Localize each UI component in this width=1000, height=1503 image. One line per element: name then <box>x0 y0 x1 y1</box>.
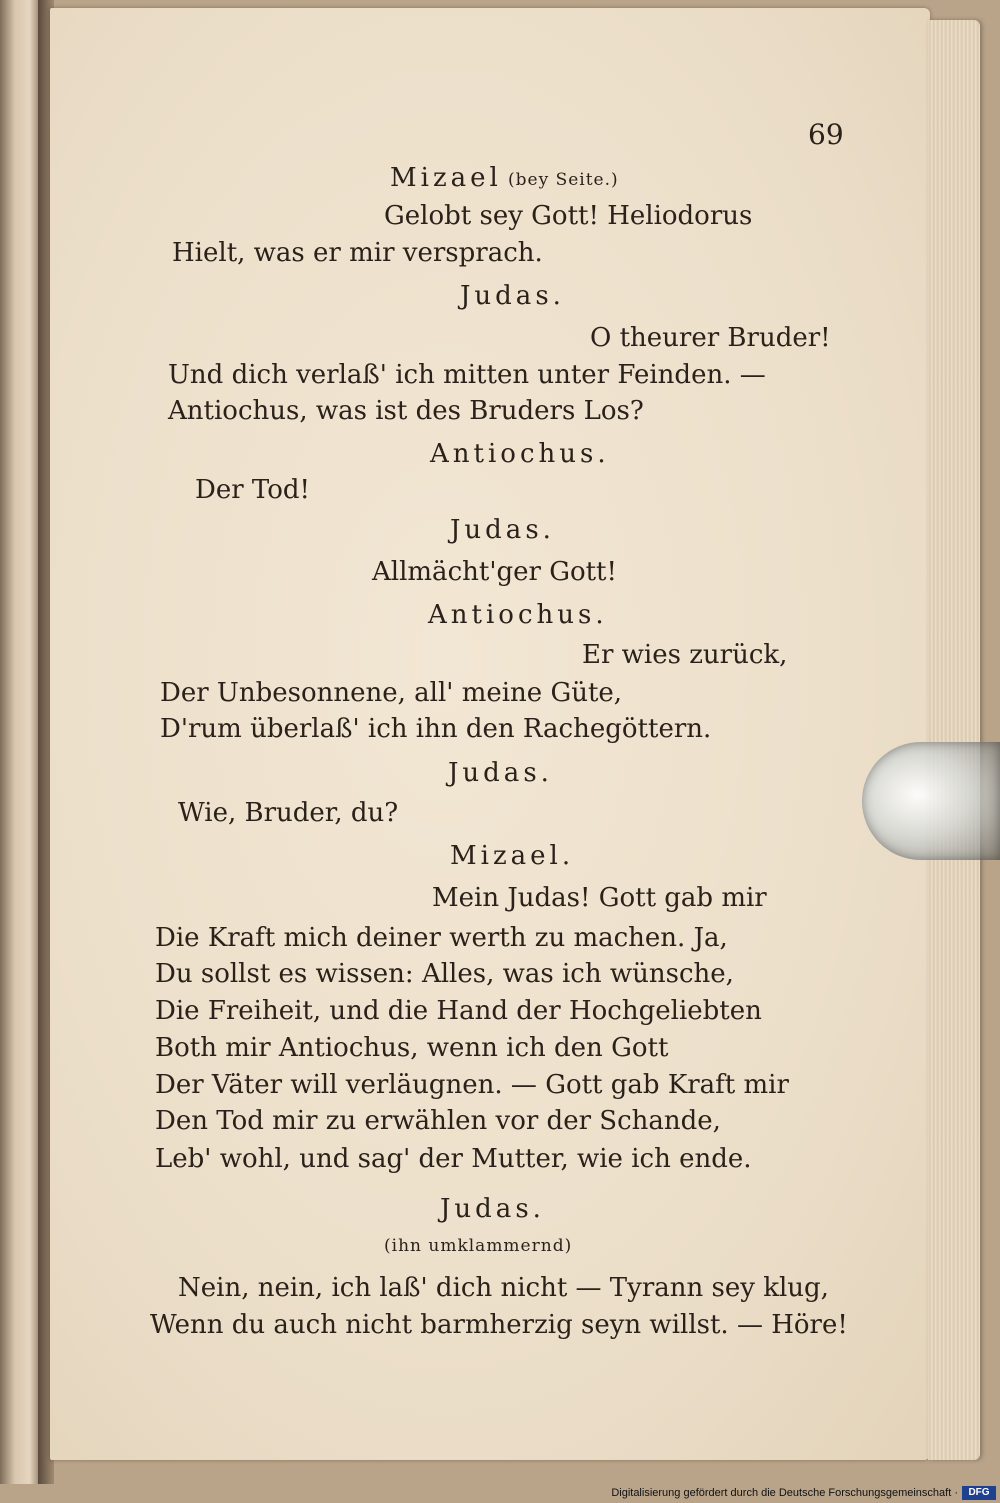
speaker-label: Judas. <box>460 281 565 311</box>
facing-page-edge <box>0 0 42 1503</box>
verse-line: Der Väter will verläugnen. — Gott gab Kraft mir <box>155 1070 789 1100</box>
page-edges <box>928 20 980 1460</box>
speaker-label: Antiochus. <box>428 600 608 630</box>
verse-line: Nein, nein, ich laß' dich nicht — Tyrann sey klug, <box>178 1273 829 1303</box>
verse-line: Antiochus, was ist des Bruders Los? <box>168 396 644 426</box>
verse-line: Both mir Antiochus, wenn ich den Gott <box>155 1033 669 1063</box>
speaker-label: Mizael <box>390 163 502 193</box>
verse-line: O theurer Bruder! <box>590 323 831 353</box>
footer-credit: Digitalisierung gefördert durch die Deutsche Forschungsgemeinschaft · <box>611 1487 958 1499</box>
verse-line: Er wies zurück, <box>582 640 788 670</box>
verse-line: Leb' wohl, und sag' der Mutter, wie ich ende. <box>155 1144 752 1174</box>
verse-line: Und dich verlaß' ich mitten unter Feinden. — <box>168 360 766 390</box>
verse-line: Wie, Bruder, du? <box>178 798 399 828</box>
verse-line: Du sollst es wissen: Alles, was ich wünsche, <box>155 959 734 989</box>
speaker-label: Mizael. <box>450 841 575 871</box>
speaker-label: Judas. <box>440 1194 545 1224</box>
verse-line: Den Tod mir zu erwählen vor der Schande, <box>155 1106 721 1136</box>
verse-line: Allmächt'ger Gott! <box>372 557 617 587</box>
verse-line: Der Unbesonnene, all' meine Güte, <box>160 678 623 708</box>
speaker-label: Judas. <box>450 515 555 545</box>
speaker-label: Judas. <box>448 758 553 788</box>
verse-line: Hielt, was er mir versprach. <box>172 238 543 268</box>
verse-line: Wenn du auch nicht barmherzig seyn willst. — Höre! <box>150 1310 848 1340</box>
verse-line: Die Kraft mich deiner werth zu machen. Ja, <box>155 923 728 953</box>
verse-line: Die Freiheit, und die Hand der Hochgeliebten <box>155 996 762 1026</box>
verse-line: D'rum überlaß' ich ihn den Rachegöttern. <box>160 714 712 744</box>
glass-page-weight <box>862 742 1000 860</box>
verse-line: Mein Judas! Gott gab mir <box>432 883 767 913</box>
verse-line: Der Tod! <box>195 475 310 505</box>
stage-direction: (bey Seite.) <box>508 170 619 190</box>
page-number: 69 <box>808 118 844 151</box>
dfg-logo: DFG <box>962 1486 996 1500</box>
stage-direction: (ihn umklammernd) <box>384 1236 573 1256</box>
speaker-label: Antiochus. <box>430 439 610 469</box>
verse-line: Gelobt sey Gott! Heliodorus <box>384 201 753 231</box>
